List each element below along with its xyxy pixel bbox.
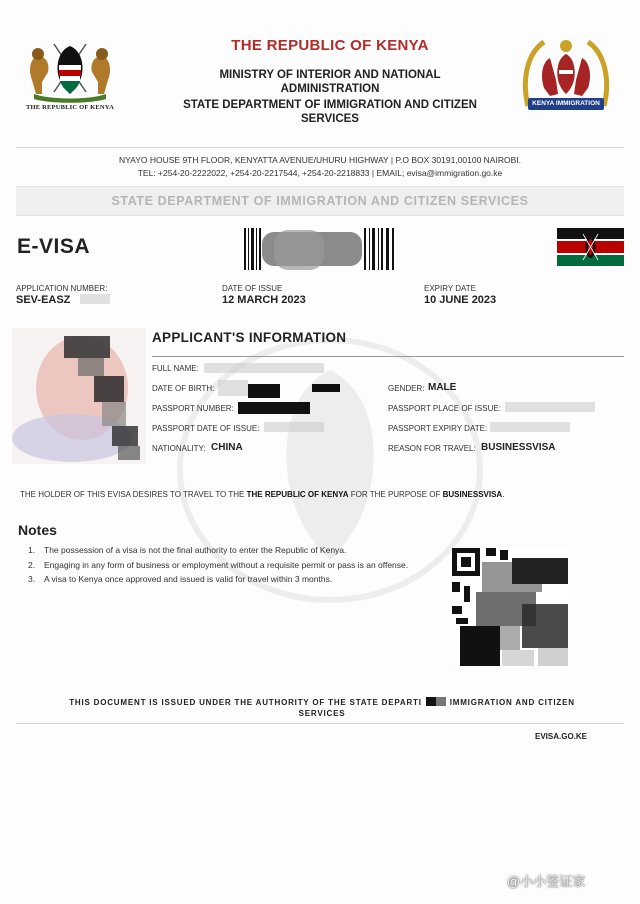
note-number: 2.: [28, 559, 36, 570]
date-of-issue-label: DATE OF ISSUE: [222, 284, 283, 293]
kenya-flag-icon: [557, 228, 624, 266]
note-number: 1.: [28, 545, 36, 555]
gender-label: GENDER:: [388, 384, 425, 393]
note-item: [28, 544, 438, 557]
reason-value: BUSINESSVISA: [481, 442, 556, 453]
department-line-1: STATE DEPARTMENT OF IMMIGRATION AND CITIZEN: [183, 99, 477, 111]
full-name-label: FULL NAME:: [152, 364, 199, 373]
ministry-line-2: ADMINISTRATION: [280, 83, 380, 95]
note-item: [28, 559, 438, 572]
coat-of-arms-icon: [20, 36, 120, 104]
note-item: [28, 573, 438, 586]
footer-rule: [16, 723, 624, 724]
header-rule: [16, 147, 624, 148]
date-of-birth-label: DATE OF BIRTH:: [152, 384, 215, 393]
ministry-line-1: MINISTRY OF INTERIOR AND NATIONAL: [219, 69, 441, 81]
redacted-area: [80, 294, 110, 304]
coat-caption: THE REPUBLIC OF KENYA: [25, 104, 115, 111]
note-text: Engaging in any form of business or employment without a requisite permit or pass is an offense.: [44, 559, 409, 570]
department-band: STATE DEPARTMENT OF IMMIGRATION AND CITIZEN SERVICES: [16, 186, 624, 216]
department-name: [140, 98, 520, 126]
document-type-title: E-VISA: [17, 235, 91, 258]
passport-number-redacted: [238, 402, 310, 414]
statement-text-1: THE HOLDER OF THIS EVISA DESIRES TO TRAVEL TO THE: [20, 490, 247, 499]
applicant-photo: [12, 328, 146, 464]
reason-label: REASON FOR TRAVEL:: [388, 444, 476, 453]
applicant-info-title: APPLICANT'S INFORMATION: [152, 330, 347, 345]
authority-text-b: IMMIGRATION AND CITIZEN: [449, 698, 575, 707]
statement-text-3: .: [502, 490, 505, 499]
dob-redacted-blur: [218, 380, 248, 396]
department-line-2: SERVICES: [301, 113, 359, 125]
application-number-value: SEV-EASZ: [16, 294, 71, 306]
gender-value: MALE: [428, 382, 457, 393]
address-line: NYAYO HOUSE 9TH FLOOR, KENYATTA AVENUE/UHURU HIGHWAY | P.O BOX 30191,00100 NAIROBI.: [119, 155, 521, 165]
coat-of-arms-logo: [20, 36, 120, 116]
kenya-immigration-seal: [520, 32, 612, 114]
statement-country: THE REPUBLIC OF KENYA: [246, 490, 349, 499]
passport-expiry-redacted: [490, 422, 570, 432]
redacted-mark: [426, 697, 446, 706]
full-name-redacted: [204, 363, 324, 373]
authority-line-1: [20, 697, 624, 708]
ministry-name: [140, 68, 520, 96]
dob-redacted-bar-2: [312, 384, 340, 392]
authority-statement: [20, 697, 624, 719]
passport-date-of-issue-label: PASSPORT DATE OF ISSUE:: [152, 424, 260, 433]
nationality-value: CHINA: [211, 442, 243, 453]
passport-place-label: PASSPORT PLACE OF ISSUE:: [388, 404, 501, 413]
authority-text-a: THIS DOCUMENT IS ISSUED UNDER THE AUTHORITY OF THE STATE DEPARTI: [69, 698, 422, 707]
barcode-icon: [244, 228, 396, 270]
seal-caption: KENYA IMMIGRATION: [532, 100, 600, 107]
passport-place-redacted: [505, 402, 595, 412]
country-title: THE REPUBLIC OF KENYA: [231, 37, 429, 54]
passport-expiry-label: PASSPORT EXPIRY DATE:: [388, 424, 488, 433]
note-text: A visa to Kenya once approved and issued is valid for travel within 3 months.: [44, 574, 333, 584]
dob-redacted-bar: [248, 384, 280, 398]
statement-text-2: FOR THE PURPOSE OF: [348, 490, 443, 499]
qr-code-icon: [452, 548, 568, 666]
contact-line: TEL: +254-20-2222022, +254-20-2217544, +254-20-2218833 | EMAIL; evisa@immigration.go.ke: [137, 168, 503, 178]
authority-line-2: SERVICES: [298, 709, 346, 718]
travel-statement: [20, 490, 630, 499]
website-link[interactable]: EVISA.GO.KE: [535, 732, 588, 741]
nationality-label: NATIONALITY:: [152, 444, 206, 453]
notes-list: [28, 544, 438, 588]
expiry-date-label: EXPIRY DATE: [424, 284, 477, 293]
note-text: The possession of a visa is not the final authority to enter the Republic of Kenya.: [44, 545, 347, 555]
image-watermark: @小小签证家: [507, 874, 586, 889]
applicant-info-rule: [152, 356, 624, 357]
passport-date-redacted: [264, 422, 324, 432]
note-number: 3.: [28, 574, 36, 584]
expiry-date-value: 10 JUNE 2023: [424, 294, 497, 306]
notes-title: Notes: [18, 522, 57, 538]
date-of-issue-value: 12 MARCH 2023: [222, 294, 306, 306]
application-number-label: APPLICATION NUMBER:: [16, 284, 108, 293]
statement-purpose: BUSINESSVISA: [442, 490, 503, 499]
passport-number-label: PASSPORT NUMBER:: [152, 404, 234, 413]
